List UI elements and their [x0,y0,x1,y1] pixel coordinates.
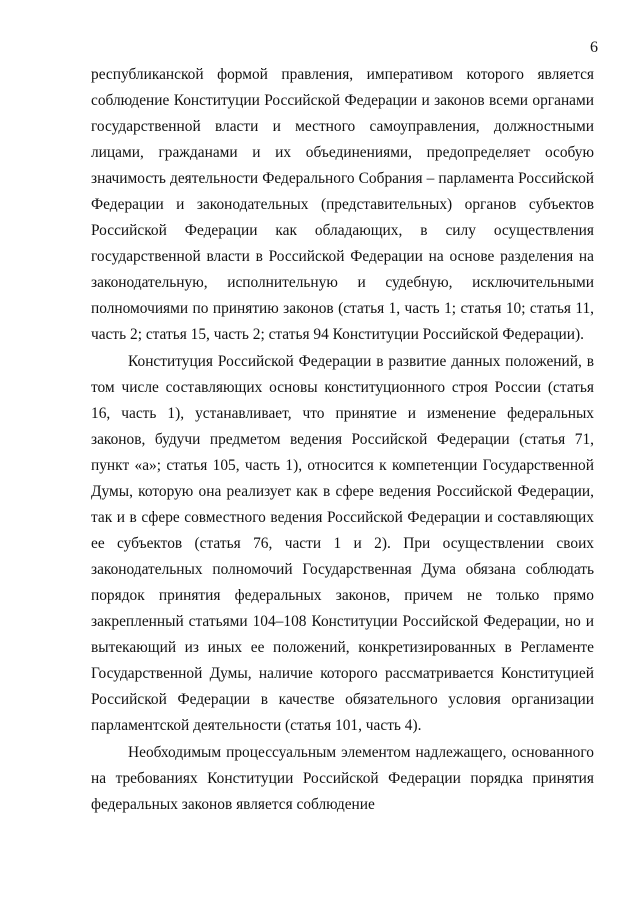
paragraph-2: Конституция Российской Федерации в развитие данных положений, в том числе составляющих основы конституционного строя России (статья 16, часть 1), устанавливает, что принятие и изменение федеральных законов, будучи предметом ведения Российской Федерации (статья 71, пункт «а»; статья 105, часть 1), относится к компетенции Государственной Думы, которую она реализует как в сфере ведения Российской Федерации, так и в сфере совместного ведения Российской Федерации и составляющих ее субъектов (статья 76, части 1 и 2). При осуществлении своих законодательных полномочий Государственная Дума обязана соблюдать порядок принятия федеральных законов, причем не только прямо закрепленный статьями 104–108 Конституции Российской Федерации, но и вытекающий из иных ее положений, конкретизированных в Регламенте Государственной Думы, наличие которого рассматривается Конституцией Российской Федерации в качестве обязательного условия организации парламентской деятельности (статья 101, часть 4). [91,353,594,734]
paragraph-1: республиканской формой правления, императивом которого является соблюдение Конституции Российской Федерации и законов всеми органами государственной власти и местного самоуправления, должностными лицами, гражданами и их объединениями, предопределяет особую значимость деятельности Федерального Собрания – парламента Российской Федерации и законодательных (представительных) органов субъектов Российской Федерации как обладающих, в силу осуществления государственной власти в Российской Федерации на основе разделения на законодательную, исполнительную и судебную, исключительными полномочиями по принятию законов (статья 1, часть 1; статья 10; статья 11, часть 2; статья 15, часть 2; статья 94 Конституции Российской Федерации). [91,66,594,343]
document-body [91,62,594,818]
page-number: 6 [590,39,598,56]
paragraph-3: Необходимым процессуальным элементом надлежащего, основанного на требованиях Конституции Российской Федерации порядка принятия федеральных законов является соблюдение [91,744,594,813]
